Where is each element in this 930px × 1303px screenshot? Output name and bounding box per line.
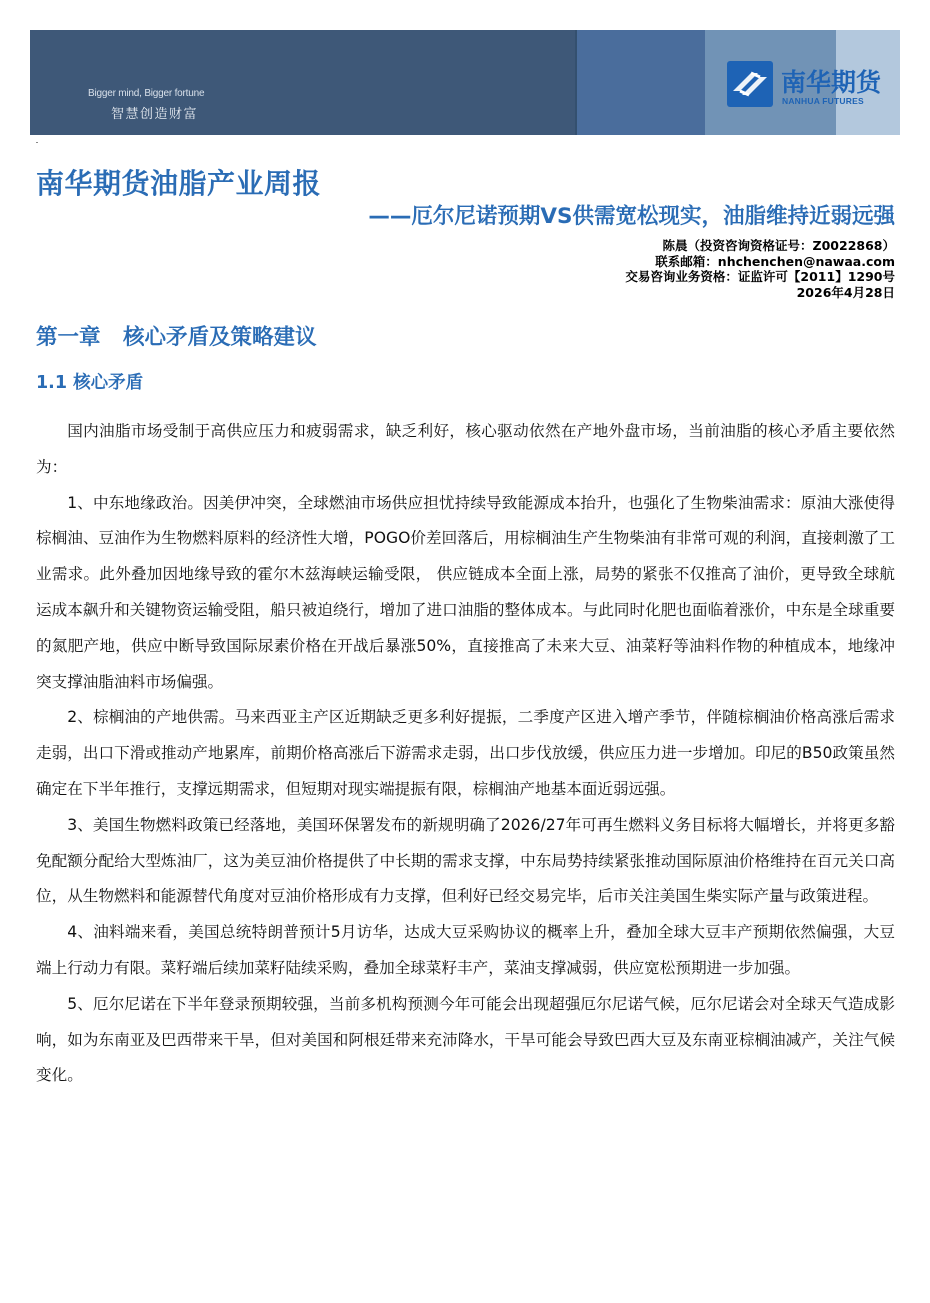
logo-text-english: NANHUA FUTURES (782, 96, 864, 106)
paragraph-point-3: 3、美国生物燃料政策已经落地，美国环保署发布的新规明确了2026/27年可再生燃料义务目标将大幅增长，并将更多豁免配额分配给大型炼油厂，这为美豆油价格提供了中长期的需求支撑，中东局势持续紧张推动国际原油价格维持在百元关口高位，从生物燃料和能源替代角度对豆油价格形成有力支撑，但利好已经交易完毕，后市关注美国生柴实际产量与政策进程。 (36, 815, 895, 906)
paragraph-point-5: 5、厄尔尼诺在下半年登录预期较强，当前多机构预测今年可能会出现超强厄尔尼诺气候，厄尔尼诺会对全球天气造成影响，如为东南亚及巴西带来干旱，但对美国和阿根廷带来充沛降水，干旱可能会导致巴西大豆及东南亚棕榈油减产，关注气候变化。 (36, 994, 895, 1085)
report-date: 2026年4月28日 (796, 284, 895, 300)
author-email: 联系邮箱：nhchenchen@nawaa.com (655, 253, 895, 269)
paragraph-point-2: 2、棕榈油的产地供需。马来西亚主产区近期缺乏更多利好提振，二季度产区进入增产季节，伴随棕榈油价格高涨后需求走弱，出口下滑或推动产地累库，前期价格高涨后下游需求走弱，出口步伐放缓，供应压力进一步增加。印尼的B50政策虽然确定在下半年推行，支撑远期需求，但短期对现实端提振有限，棕榈油产地基本面近弱远强。 (36, 708, 895, 798)
license-info: 交易咨询业务资格：证监许可【2011】1290号 (625, 269, 895, 284)
banner-band (577, 30, 705, 135)
paragraph-intro: 国内油脂市场受制于高供应压力和疲弱需求，缺乏利好，核心驱动依然在产地外盘市场，当前油脂的核心矛盾主要依然为： (36, 422, 895, 476)
decorative-dot (36, 142, 38, 143)
author-name: 陈晨（投资咨询资格证号：Z0022868） (662, 238, 895, 253)
section-heading: 1.1 核心矛盾 (36, 373, 144, 393)
paragraph-point-1: 1、中东地缘政治。因美伊冲突，全球燃油市场供应担忧持续导致能源成本抬升，也强化了生物柴油需求：原油大涨使得棕榈油、豆油作为生物燃料原料的经济性大增，POGO价差回落后，用棕榈油生产生物柴油有非常可观的利润，直接刺激了工业需求。此外叠加因地缘导致的霍尔木兹海峡运输受限， 供应链成本全面上涨，局势的紧张不仅推高了油价，更导致全球航运成本飙升和关键物资运输受阻，船只被迫绕行，增加了进口油脂的整体成本。与此同时化肥也面临着涨价，中东是全球重要的氮肥产地，供应中断导致国际尿素价格在开战后暴涨50%，直接推高了未来大豆、油菜籽等油料作物的种植成本，地缘冲突支撑油脂油料市场偏强。 (36, 493, 895, 691)
nanhua-logo-icon (727, 61, 773, 107)
slogan-chinese: 智慧创造财富 (111, 107, 199, 122)
report-subtitle: ——厄尔尼诺预期VS供需宽松现实，油脂维持近弱远强 (368, 204, 895, 229)
header-banner (30, 30, 900, 135)
paragraph-point-4: 4、油料端来看，美国总统特朗普预计5月访华，达成大豆采购协议的概率上升，叠加全球大豆丰产预期依然偏强，大豆端上行动力有限。菜籽端后续加菜籽陆续采购，叠加全球菜籽丰产，菜油支撑减弱，供应宽松预期进一步加强。 (36, 923, 895, 977)
slogan-english: Bigger mind, Bigger fortune (88, 88, 205, 99)
chapter-heading: 第一章 核心矛盾及策略建议 (36, 325, 317, 350)
logo-text-chinese: 南华期货 (781, 68, 882, 97)
author-block (625, 238, 895, 300)
report-title: 南华期货油脂产业周报 (36, 167, 322, 200)
report-body (36, 414, 895, 1094)
